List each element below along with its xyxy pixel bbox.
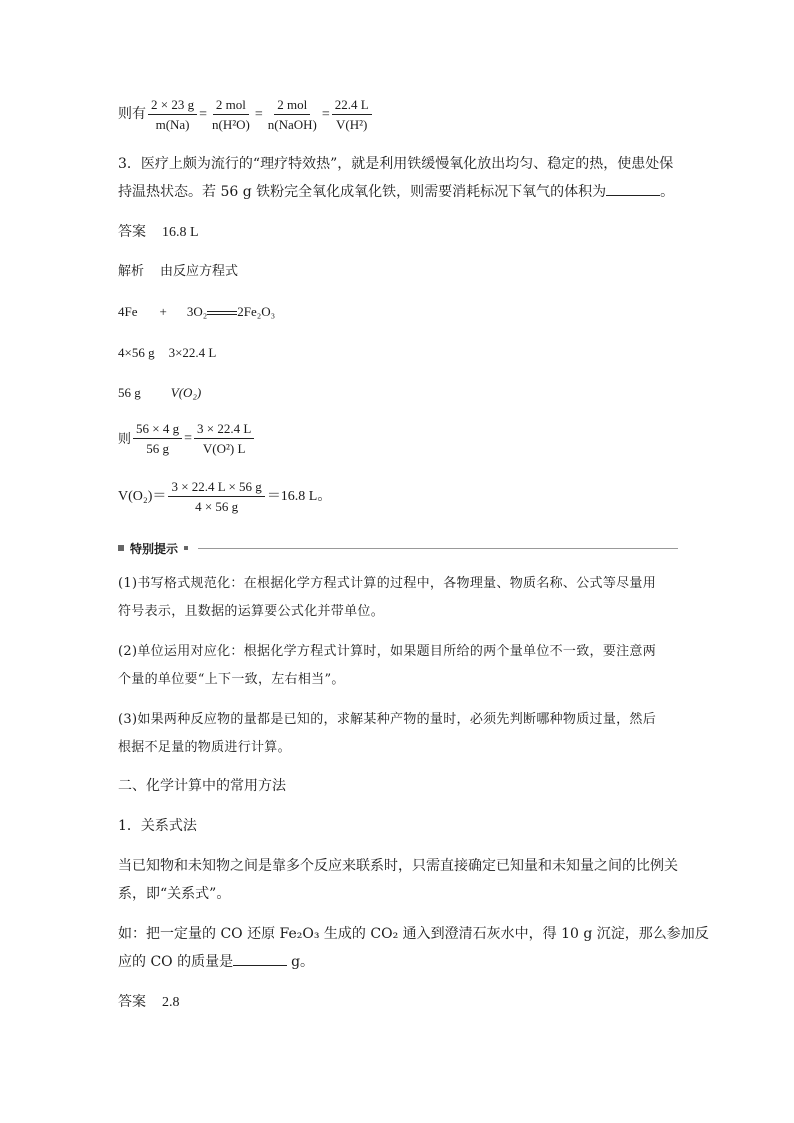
subsection-heading: 1．关系式法: [118, 818, 197, 834]
reaction-arrow: [207, 309, 237, 318]
answer-label: 答案: [118, 224, 146, 240]
tip-p2-line2: 个量的单位要“上下一致，左右相当”。: [118, 672, 345, 687]
reaction-row3: 56 g V(O₂): [118, 385, 202, 400]
section-heading: 二、化学计算中的常用方法: [118, 778, 286, 794]
tip-p1-line1: (1)书写格式规范化：在根据化学方程式计算的过程中，各物理量、物质名称、公式等尽量用: [118, 576, 657, 591]
example-line1: 如：把一定量的 CO 还原 Fe₂O₃ 生成的 CO₂ 通入到澄清石灰水中，得 10 g 沉淀，那么参加反: [118, 926, 709, 942]
q3-line1: 3．医疗上颇为流行的“理疗特效热”，就是利用铁缓慢氧化放出均匀、稳定的热，使患处保: [118, 156, 674, 172]
example-line2: 应的 CO 的质量是 g。: [118, 954, 315, 970]
fraction-na: $\frac{2 \times 23 g}{m(Na)}$: [148, 96, 197, 133]
dot-icon: [184, 546, 188, 550]
q3-answer: [118, 222, 199, 243]
example-answer-blank: [233, 953, 287, 966]
answer-value: 2.8: [162, 995, 180, 1010]
tip-p1-line2: 符号表示，且数据的运算要公式化并带单位。: [118, 604, 385, 619]
ratio-fraction-left: $\frac{56 \times 4 g}{56 g}$: [133, 420, 182, 457]
ratio-formula: 则 $\frac{56 \times 4 g}{56 g}$ = $\frac{3 \times 22.4 L}{\text{V(O²) L}}$: [118, 420, 256, 457]
tip-p2-line1: (2)单位运用对应化：根据化学方程式计算时，如果题目所给的两个量单位不一致，要注意两: [118, 644, 657, 659]
fraction-h2o: $\frac{\text{2 mol}}{\text{n(H²O)}}$: [212, 97, 250, 132]
q3-line2: 持温热状态。若 56 g 铁粉完全氧化成氧化铁，则需要消耗标况下氧气的体积为 。: [118, 184, 675, 200]
tip-title: 特别提示: [130, 541, 179, 556]
fraction-naoh: $\frac{\text{2 mol}}{\text{n(NaOH)}}$: [267, 97, 317, 132]
s2-p1-line2: 系，即“关系式”。: [118, 886, 231, 902]
answer-label: 答案: [118, 994, 146, 1010]
fraction-h2: $\frac{22.4 L}{\text{V(H²)}}$: [332, 96, 372, 133]
prev-formula-line: 则有 $\frac{2 \times 23 g}{m(Na)}$ = $\frac{\text{2 mol}}{\text{n(H²O)}}$ = $\frac{\text{2 mol}}{\text{n(NaOH)}}$ = $\frac{22.4 L}{\text{V(H²)}}$: [118, 96, 374, 133]
answer-blank: [606, 183, 660, 196]
analysis-label: 解析: [118, 264, 145, 279]
tip-header: [118, 540, 678, 556]
square-bullet-icon: [118, 545, 124, 551]
reaction-row2: 4×56 g 3×22.4 L: [118, 345, 217, 360]
ratio-fraction-right: $\frac{3 \times 22.4 L}{\text{V(O²) L}}$: [194, 420, 254, 457]
q3-analysis: 解析 由反应方程式: [118, 264, 239, 279]
tip-p3-line2: 根据不足量的物质进行计算。: [118, 740, 291, 755]
tip-p3-line1: (3)如果两种反应物的量都是已知的，求解某种产物的量时，必须先判断哪种物质过量，然后: [118, 712, 657, 727]
reaction-equation: 4Fe + 3O₂ 2Fe₂O₃: [118, 304, 276, 319]
final-fraction: $\frac{3 \times 22.4 L \times 56 g}{4 \times 56 g}$: [168, 478, 264, 515]
prev-formula-prefix: 则有: [118, 106, 146, 122]
s2-answer: [118, 992, 180, 1013]
final-formula: V(O₂)＝ $\frac{3 \times 22.4 L \times 56 g}{4 \times 56 g}$ ＝16.8 L。: [118, 479, 332, 514]
s2-p1-line1: 当已知物和未知物之间是靠多个反应来联系时，只需直接确定已知量和未知量之间的比例关: [118, 858, 678, 874]
answer-value: 16.8 L: [162, 225, 199, 240]
tip-divider: [198, 548, 678, 549]
